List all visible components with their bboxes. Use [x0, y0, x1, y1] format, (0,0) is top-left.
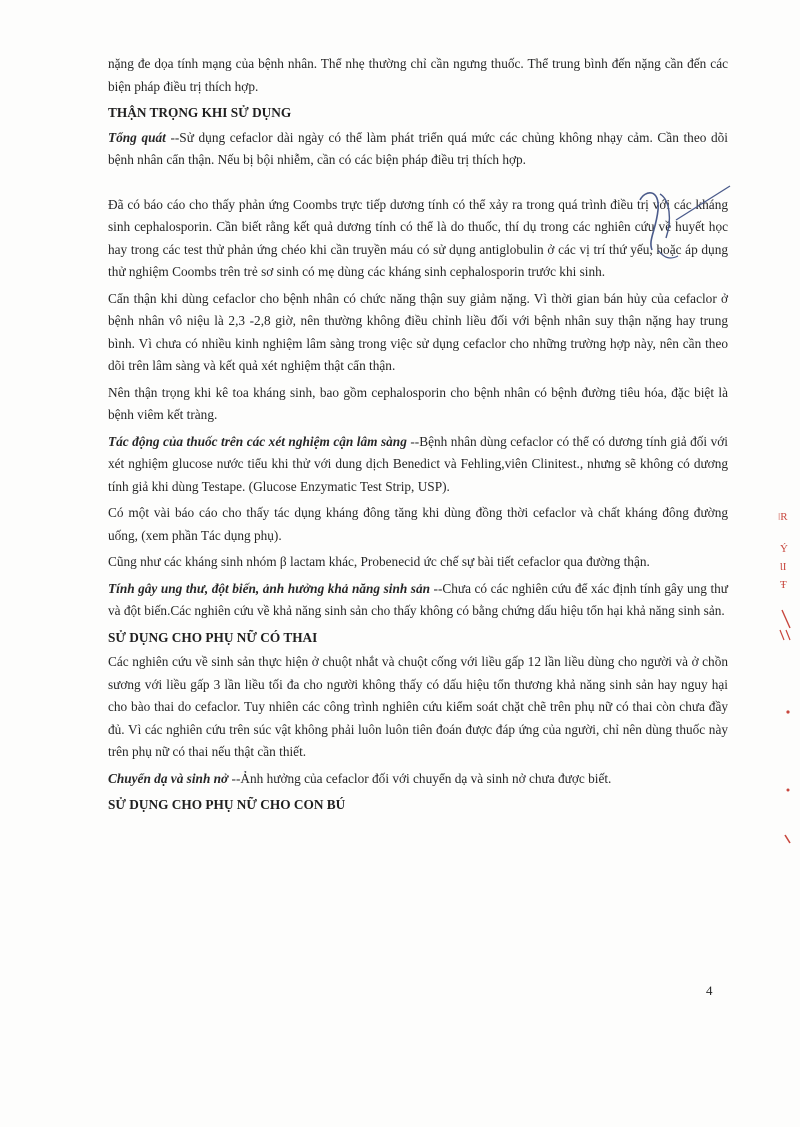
- coombs-paragraph: Đã có báo cáo cho thấy phản ứng Coombs trực tiếp dương tính có thể xảy ra trong quá trình điều trị với các kháng sinh cephalosporin. Cần biết rằng kết quả dương tính có thể là do thuốc, thí dụ trong các nghiên cứu về huyết học hay trong các test thử phản ứng chéo khi cần truyền máu có sử dụng antiglobulin ở các vị trí thứ yếu, hoặc áp dụng thử nghiệm Coombs trên trẻ sơ sinh có mẹ dùng các kháng sinh cephalosporin trước khi sinh.: [108, 196, 728, 279]
- lab-paragraph: [108, 431, 728, 499]
- renal-paragraph: Cẩn thận khi dùng cefaclor cho bệnh nhân có chức năng thận suy giảm nặng. Vì thời gian bán hủy của cefaclor ở bệnh nhân vô niệu là 2,3 -2,8 giờ, nên thường không điều chỉnh liều đối với bệnh nhân suy thận nặng hay trung bình. Vì chưa có nhiều kinh nghiệm lâm sàng trong việc sử dụng cefaclor cho những trường hợp này, nên cần theo dõi trên lâm sàng và kết quả xét nghiệm thật cẩn thận.: [108, 290, 728, 373]
- labor-text: --Ảnh hưởng của cefaclor đối với chuyển dạ và sinh nở chưa được biết.: [228, 770, 612, 786]
- page-number: 4: [706, 983, 713, 998]
- lab-lead: Tác động của thuốc trên các xét nghiệm cận lâm sàng: [108, 433, 407, 449]
- general-text: --Sử dụng cefaclor dài ngày có thể làm phát triển quá mức các chủng không nhạy cảm. Cần theo dõi bệnh nhân cẩn thận. Nếu bị bội nhiễm, cần có các biện pháp điều trị thích hợp.: [108, 129, 728, 167]
- carcino-lead: Tính gây ung thư, đột biến, ảnh hưởng khả năng sinh sản: [108, 580, 430, 596]
- gi-paragraph: Nên thận trọng khi kê toa kháng sinh, bao gồm cephalosporin cho bệnh nhân có bệnh đường tiêu hóa, đặc biệt là bệnh viêm kết tràng.: [108, 384, 728, 422]
- carcino-paragraph: [108, 578, 728, 623]
- probenecid-paragraph: Cũng như các kháng sinh nhóm β lactam khác, Probenecid ức chế sự bài tiết cefaclor qua đường thận.: [108, 554, 650, 569]
- heading-pregnancy: SỬ DỤNG CHO PHỤ NỮ CÓ THAI: [108, 629, 318, 645]
- anticoag-paragraph: Có một vài báo cáo cho thấy tác dụng kháng đông tăng khi dùng đồng thời cefaclor và chất kháng đông đường uống, (xem phần Tác dụng phụ).: [108, 505, 728, 543]
- labor-paragraph: [108, 768, 728, 791]
- svg-text:ƖI: ƖI: [780, 561, 787, 573]
- stamp-bleed-marks-icon: [770, 500, 800, 860]
- svg-text:Ŧ: Ŧ: [780, 579, 787, 591]
- carcino-text: --Chưa có các nghiên cứu để xác định tính gây ung thư và đột biến.Các nghiên cứu về khả năng sinh sản cho thấy không có bằng chứng dấu hiệu tổn hại khả năng sinh sản.: [108, 580, 729, 618]
- svg-text:ǀR: ǀR: [778, 511, 788, 523]
- heading-nursing: SỬ DỤNG CHO PHỤ NỮ CHO CON BÚ: [108, 797, 346, 812]
- general-paragraph: [108, 127, 728, 172]
- general-lead: Tổng quát: [108, 129, 166, 145]
- heading-precautions: THẬN TRỌNG KHI SỬ DỤNG: [108, 105, 292, 120]
- document-page: [108, 53, 728, 819]
- handwritten-annotation-icon: [600, 180, 750, 270]
- svg-text:Ý: Ý: [780, 543, 788, 555]
- labor-lead: Chuyển dạ và sinh nở: [108, 770, 229, 786]
- intro-paragraph: nặng đe dọa tính mạng của bệnh nhân. Thể nhẹ thường chỉ cần ngưng thuốc. Thể trung bình đến nặng cần đến các biện pháp điều trị thích hợp.: [108, 56, 728, 94]
- pregnancy-paragraph: Các nghiên cứu về sinh sản thực hiện ở chuột nhắt và chuột cống với liều gấp 12 lần liều dùng cho người và ở chồn sương với liều gấp 3 lần liều tối đa cho người không thấy có dấu hiệu tổn thương khả năng sinh sản hay nguy hại cho bào thai do cefaclor. Tuy nhiên các công trình nghiên cứu kiểm soát chặt chẽ trên phụ nữ có thai còn chưa đầy đủ. Vì các nghiên cứu trên súc vật không phải luôn luôn tiên đoán được đáp ứng của người, chỉ nên dùng thuốc này trên phụ nữ có thai nếu thật cần thiết.: [108, 654, 728, 759]
- lab-text: --Bệnh nhân dùng cefaclor có thể có dương tính giả đối với xét nghiệm glucose nước tiểu khi thử với dung dịch Benedict và Fehling,viên Clinitest., nhưng sẽ không có dương tính giả khi dùng Testape. (Glucose Enzymatic Test Strip, USP).: [108, 433, 728, 494]
